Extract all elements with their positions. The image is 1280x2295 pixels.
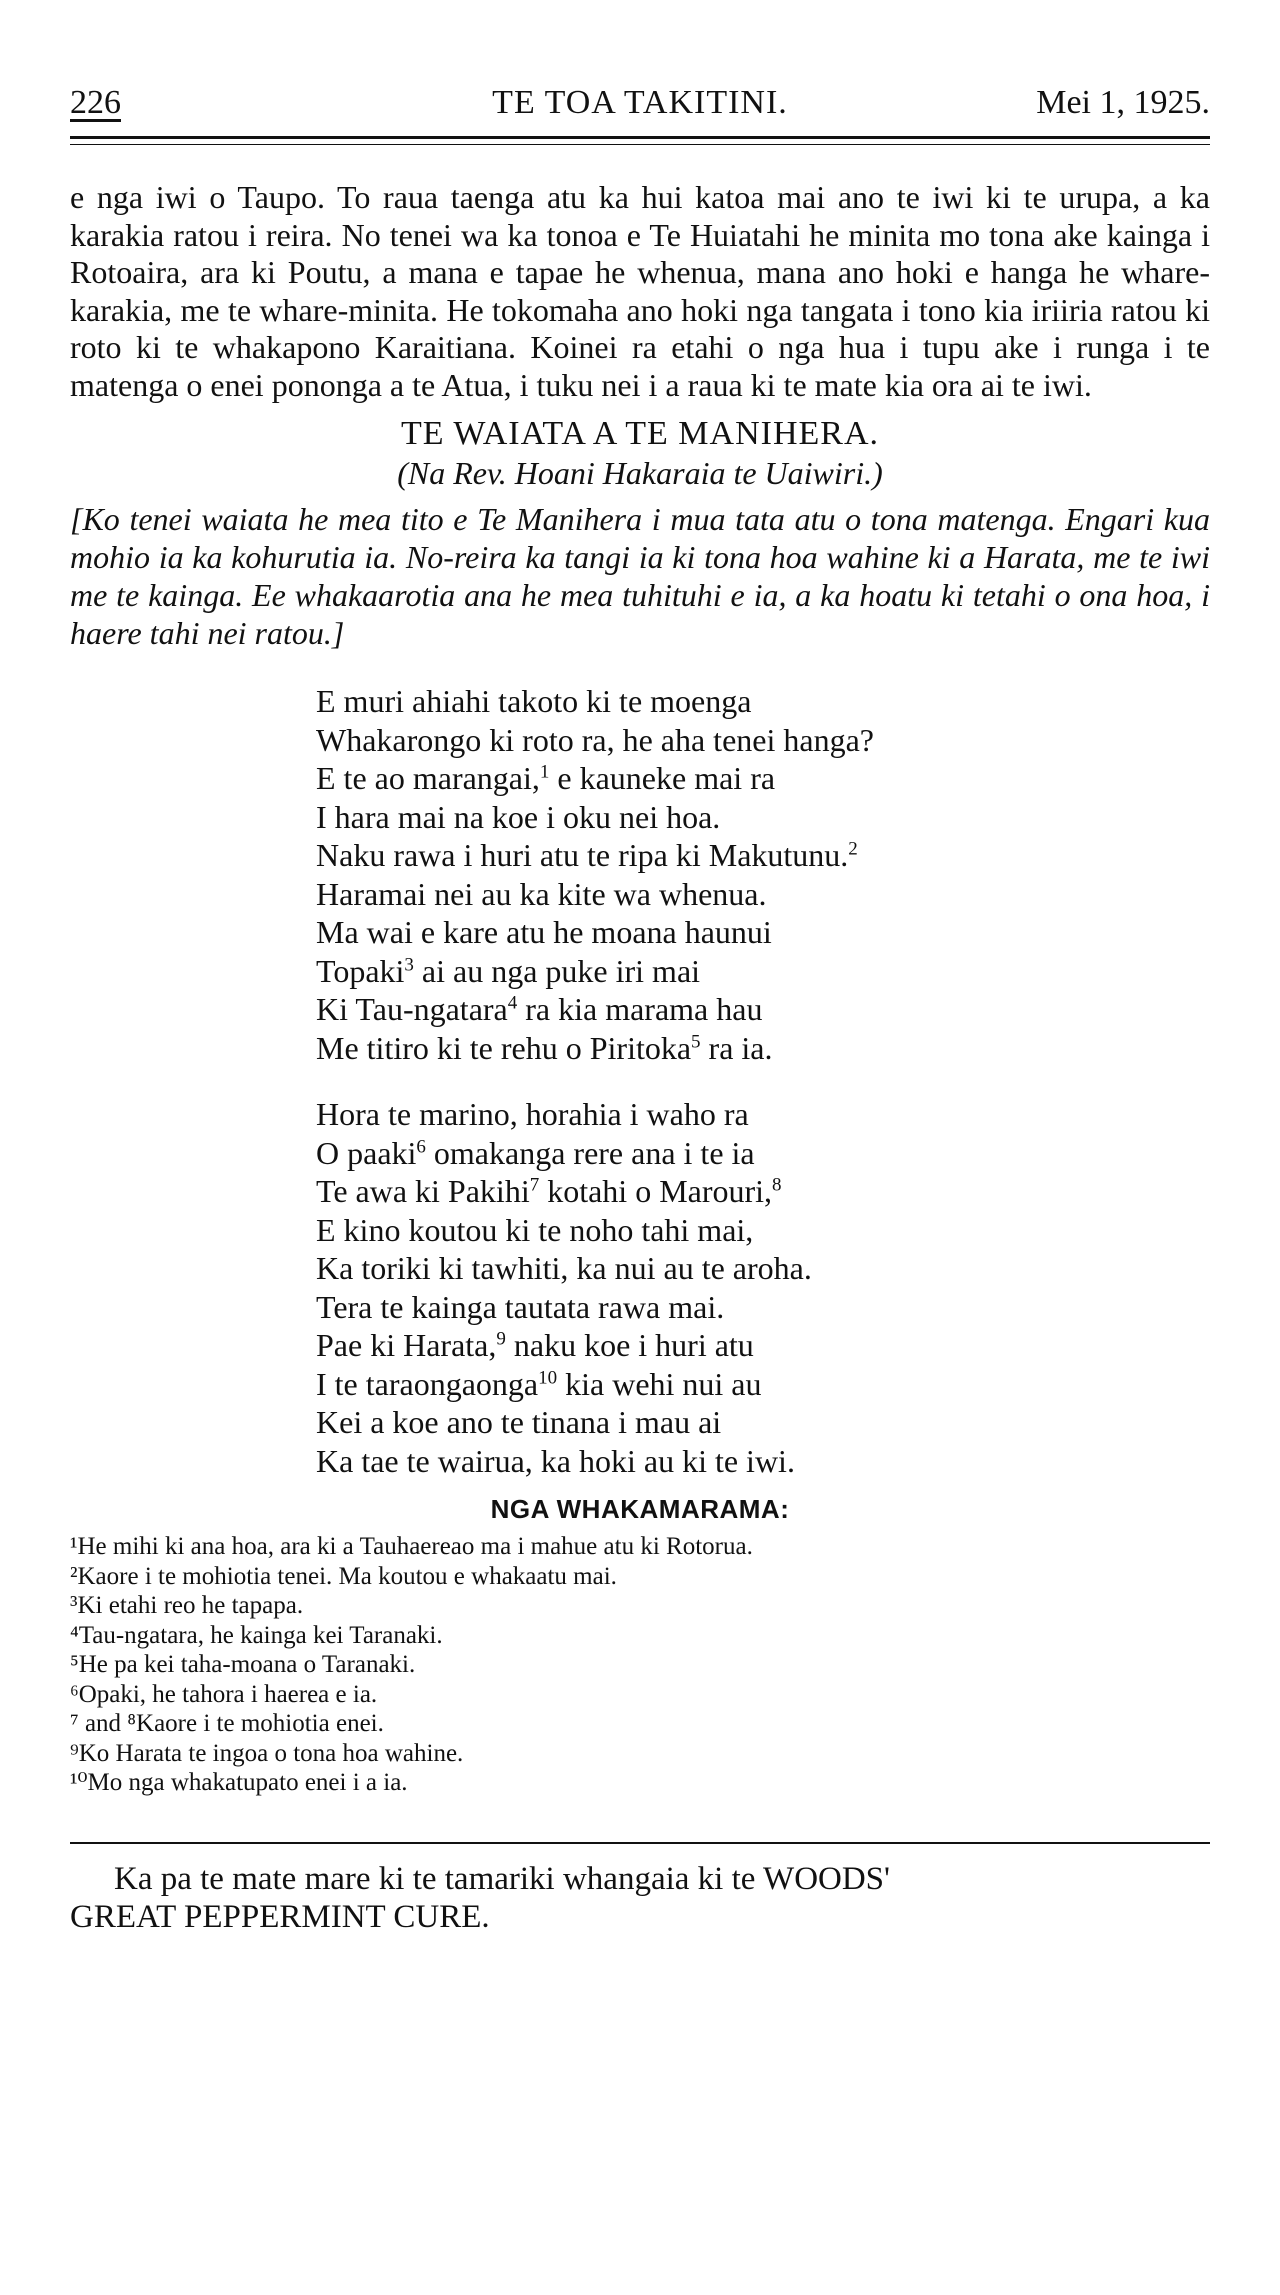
- verse-line: Kei a koe ano te tinana i mau ai: [316, 1404, 722, 1440]
- verse-line: Tera te kainga tautata rawa mai.: [316, 1288, 725, 1325]
- advert-rule: [70, 1842, 1210, 1844]
- verse-line: Ka tae te wairua, ka hoki au ki te iwi.: [316, 1442, 795, 1479]
- article-body: [70, 179, 1210, 404]
- page-number: 226: [70, 84, 121, 121]
- footnote: ⁷ and ⁸Kaore i te mohiotia enei.: [70, 1710, 384, 1737]
- verse-line: Ka toriki ki tawhiti, ka nui au te aroha.: [316, 1250, 812, 1286]
- footnote: ⁶Opaki, he tahora i haerea e ia.: [70, 1680, 378, 1708]
- verse-line: Pae ki Harata,$^9$ naku koe i huri atu: [316, 1327, 754, 1363]
- footnote: ¹⁰Mo nga whakatupato enei i a ia.: [70, 1769, 408, 1796]
- footnote-mark: 2: [848, 838, 858, 860]
- footnote-mark: 5: [691, 1030, 701, 1052]
- newspaper-page: [70, 78, 1210, 1936]
- verse-line: Topaki$^3$ ai au nga puke iri mai: [316, 952, 701, 989]
- verse-line: Ki Tau-ngatara$^4$ ra kia marama hau: [316, 991, 763, 1027]
- song-introduction: [Ko tenei waiata he mea tito e Te Manihera i mua tata atu o tona matenga. Engari kua mohio ia ka kohurutia ia. No-reira ka tangi ia ki tona hoa wahine ki a Harata, me te iwi me te kainga. Ee whakaarotia ana he mea tuhituhi e ia, a ka hoatu ki tetahi o ona hoa, i haere tahi nei ratou.]: [70, 501, 1210, 651]
- song-title: TE WAIATA A TE MANIHERA.: [400, 415, 880, 452]
- issue-date: Mei 1, 1925.: [1036, 84, 1210, 121]
- footnote: ⁴Tau-ngatara, he kainga kei Taranaki.: [70, 1621, 443, 1649]
- advertisement: [70, 1860, 1210, 1936]
- footnote-mark: 3: [404, 953, 414, 975]
- stanza-2: [316, 1095, 1210, 1480]
- newspaper-title: TE TOA TAKITINI.: [492, 84, 788, 121]
- verse-line: I hara mai na koe i oku nei hoa.: [316, 798, 721, 835]
- notes-heading: NGA WHAKAMARAMA:: [490, 1494, 790, 1524]
- footnote-mark: 8: [772, 1174, 782, 1196]
- footnotes-list: [70, 1532, 1210, 1798]
- stanza-1: [316, 682, 1210, 1067]
- footnote: ¹He mihi ki ana hoa, ara ki a Tauhaereao ma i mahue atu ki Rotorua.: [70, 1533, 753, 1560]
- footnote-mark: 4: [507, 992, 518, 1014]
- footnote-mark: 7: [529, 1174, 540, 1196]
- body-paragraph: e nga iwi o Taupo. To raua taenga atu ka hui katoa mai ano te iwi ki te urupa, a ka karakia ratou i reira. No tenei wa ka tonoa e Te Huiatahi he minita mo tona ake kainga i Rotoaira, ara ki Poutu, a mana e tapae he whenua, mana ano hoki e hanga he whare-karakia, me te whare-minita. He tokomaha ano hoki nga tangata i tono kia iriiria ratou ki roto ki te whakapono Karaitiana. Koinei ra etahi o nga hua i tupu ake i runga i te matenga o enei pononga a te Atua, i tuku nei i a raua ki te mate kia ora ai te iwi.: [70, 179, 1210, 403]
- footnote: ²Kaore i te mohiotia tenei. Ma koutou e whakaatu mai.: [70, 1562, 617, 1590]
- verse-line: O paaki$^6$ omakanga rere ana i te ia: [316, 1134, 755, 1171]
- advert-line-1: Ka pa te mate mare ki te tamariki whangaia ki te WOODS': [114, 1860, 890, 1897]
- verse-line: Whakarongo ki roto ra, he aha tenei hanga?: [316, 721, 874, 758]
- verse-line: I te taraongaonga$^{10}$ kia wehi nui au: [316, 1365, 762, 1402]
- verse-line: E muri ahiahi takoto ki te moenga: [316, 683, 752, 719]
- footnote: ⁵He pa kei taha-moana o Taranaki.: [70, 1651, 416, 1678]
- footnote-mark: 1: [539, 761, 550, 783]
- verse-line: Ma wai e kare atu he moana haunui: [316, 914, 772, 950]
- verse-line: Haramai nei au ka kite wa whenua.: [316, 875, 767, 912]
- verse-line: E kino koutou ki te noho tahi mai,: [316, 1211, 754, 1248]
- header-rule: [70, 136, 1210, 145]
- footnote: ⁹Ko Harata te ingoa o tona hoa wahine.: [70, 1739, 464, 1767]
- page-header: [70, 78, 1210, 128]
- advert-line-2: GREAT PEPPERMINT CURE.: [70, 1898, 490, 1935]
- song-author: (Na Rev. Hoani Hakaraia te Uaiwiri.): [397, 455, 883, 491]
- verse-line: Me titiro ki te rehu o Piritoka$^5$ ra ia.: [316, 1029, 773, 1066]
- verse-line: Naku rawa i huri atu te ripa ki Makutunu.$^2$: [316, 837, 858, 873]
- footnote-mark: 6: [416, 1135, 426, 1157]
- verse-line: Te awa ki Pakihi$^7$ kotahi o Marouri,$^8$: [316, 1173, 782, 1209]
- verse-line: Hora te marino, horahia i waho ra: [316, 1096, 749, 1132]
- footnote: ³Ki etahi reo he tapapa.: [70, 1592, 304, 1619]
- footnote-mark: 9: [496, 1328, 506, 1350]
- footnote-mark: 10: [538, 1366, 558, 1388]
- verse-line: E te ao marangai,$^1$ e kauneke mai ra: [316, 760, 776, 796]
